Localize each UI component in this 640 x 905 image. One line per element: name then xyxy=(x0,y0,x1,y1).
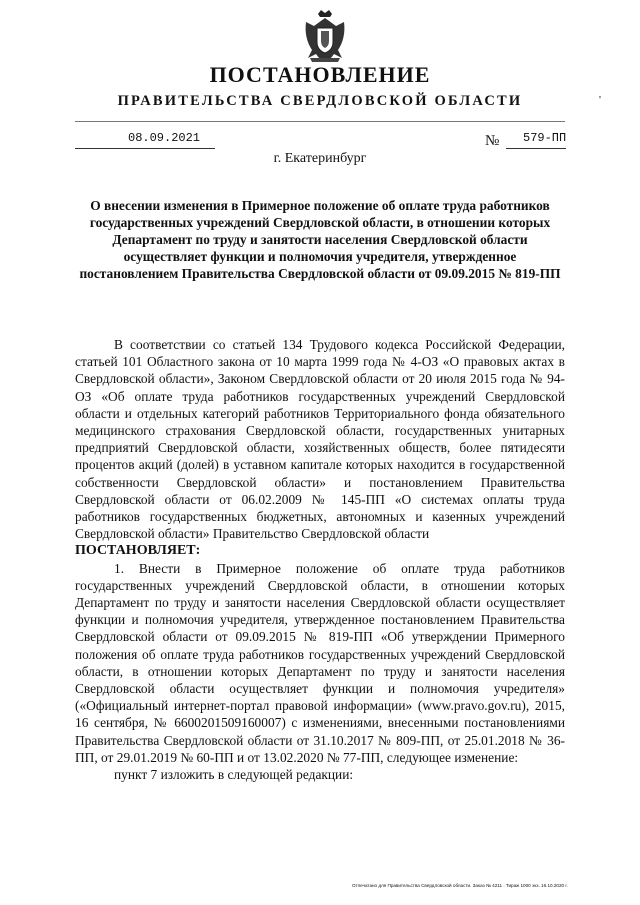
document-heading: О внесении изменения в Примерное положение об оплате труда работников государственных учреждений Свердловской области, в отношении которых Департамент по труду и занятости населения Свердловской области осуществляет функции и полномочия учредителя, утвержденное постановлением Правительства Свердловской области от 09.09.2015 № 819-ПП xyxy=(79,198,561,281)
clause-1-subparagraph: пункт 7 изложить в следующей редакции: xyxy=(114,767,354,783)
document-number: 579-ПП xyxy=(523,131,567,145)
document-body xyxy=(75,336,565,783)
document-subtitle: ПРАВИТЕЛЬСТВА СВЕРДЛОВСКОЙ ОБЛАСТИ xyxy=(117,93,523,109)
number-underline xyxy=(506,148,566,149)
document-date: 08.09.2021 xyxy=(128,131,201,145)
header-rule xyxy=(75,121,565,122)
document-city: г. Екатеринбург xyxy=(273,151,367,166)
coat-of-arms-icon xyxy=(300,8,350,64)
date-underline xyxy=(75,148,215,149)
decree-word: ПОСТАНОВЛЯЕТ: xyxy=(75,543,201,559)
preamble-paragraph: В соответствии со статьей 134 Трудового кодекса Российской Федерации, статьей 101 Областного закона от 10 марта 1999 года № 4-ОЗ «О правовых актах в Свердловской области», Законом Свердловской области от 20 июля 2015 года № 94-ОЗ «Об оплате труда работников государственных учреждений Свердловской области и отдельных категорий работников Территориального фонда обязательного медицинского страхования Свердловской области, государственных унитарных предприятий Свердловской области, хозяйственных обществ, более пятидесяти процентов акций (долей) в уставном капитале которых находится в государственной собственности Свердловской области» и постановлением Правительства Свердловской области от 06.02.2009 № 145-ПП «О системах оплаты труда работников государственных бюджетных, автономных и казенных учреждений Свердловской области» Правительство Свердловской области xyxy=(75,337,565,542)
clause-1-paragraph: 1. Внести в Примерное положение об оплате труда работников государственных учреждений Свердловской области, в отношении которых Департамент по труду и занятости населения Свердловской области осуществляет функции и полномочия учредителя, утвержденное постановлением Правительства Свердловской области от 09.09.2015 № 819-ПП «Об утверждении Примерного положения об оплате труда работников государственных учреждений Свердловской области, в отношении которых Департамент по труду и занятости населения Свердловской области осуществляет функции и полномочия учредителя» («Официальный интернет-портал правовой информации» (www.pravo.gov.ru), 2015, 16 сентября, № 6600201509160007) с изменениями, внесенными постановлениями Правительства Свердловской области от 31.10.2017 № 809-ПП, от 25.01.2018 № 36-ПП, от 29.01.2019 № 60-ПП и от 13.02.2020 № 77-ПП, следующее изменение: xyxy=(75,560,565,765)
print-footer: Отпечатано для Правительства Свердловской области. Заказ № 4211 . Тираж 1000 экз. 16.10.2020 г. xyxy=(352,883,568,888)
number-sign: № xyxy=(485,133,500,149)
corner-mark: ' xyxy=(599,94,601,106)
document-title: ПОСТАНОВЛЕНИЕ xyxy=(209,62,431,87)
